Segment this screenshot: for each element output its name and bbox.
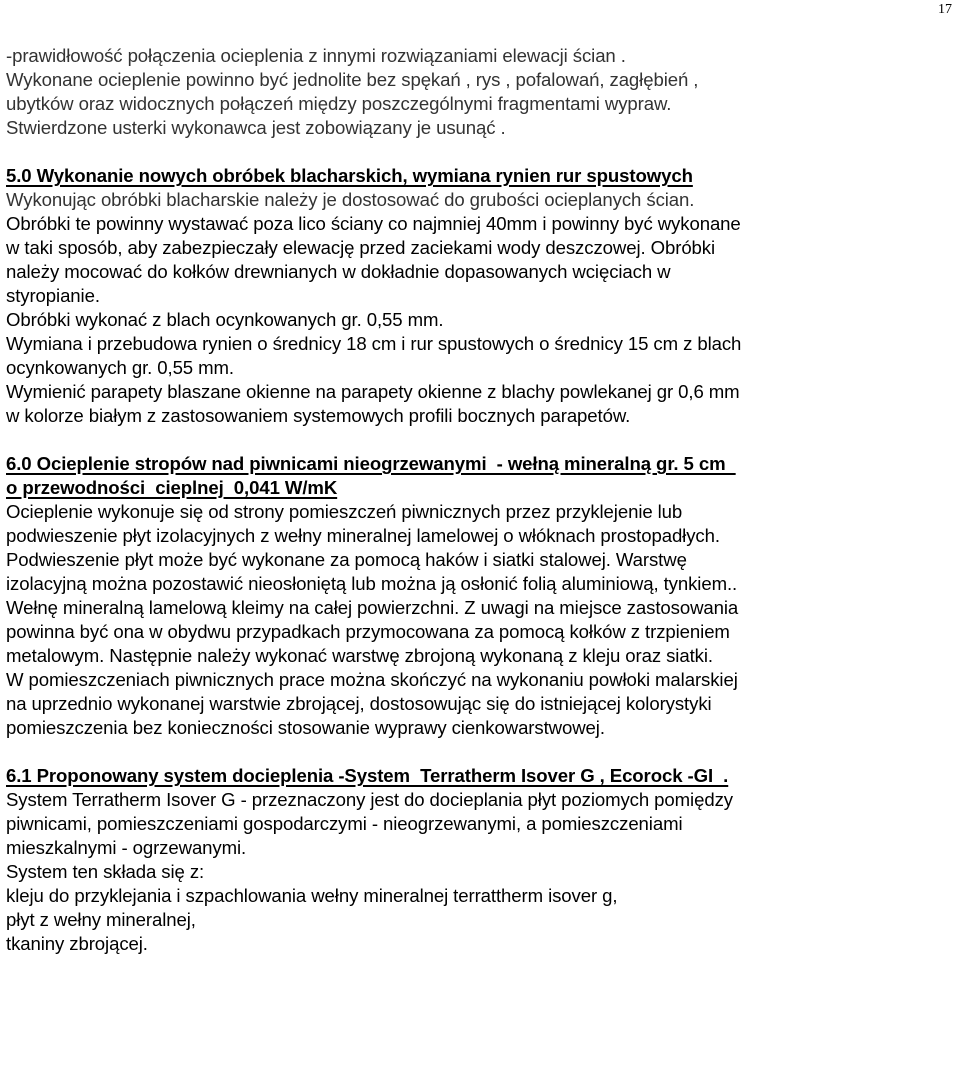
text-line: pomieszczenia bez konieczności stosowanie wyprawy cienkowarstwowej. bbox=[6, 717, 605, 738]
text-line: W pomieszczeniach piwnicznych prace można skończyć na wykonaniu powłoki malarskiej bbox=[6, 669, 738, 690]
spacer bbox=[6, 740, 956, 764]
text-line: Wymiana i przebudowa rynien o średnicy 18 cm i rur spustowych o średnicy 15 cm z blach bbox=[6, 333, 742, 354]
spacer bbox=[6, 428, 956, 452]
text-line: ocynkowanych gr. 0,55 mm. bbox=[6, 357, 234, 378]
page-number: 17 bbox=[938, 2, 952, 17]
text-line: System Terratherm Isover G - przeznaczony jest do docieplania płyt poziomych pomiędzy bbox=[6, 789, 733, 810]
text-line: powinna być ona w obydwu przypadkach przymocowana za pomocą kołków z trzpieniem bbox=[6, 621, 730, 642]
text-line: w kolorze białym z zastosowaniem systemowych profili bocznych parapetów. bbox=[6, 405, 631, 426]
document-body bbox=[6, 44, 956, 956]
text-line: -prawidłowość połączenia ocieplenia z innymi rozwiązaniami elewacji ścian . bbox=[6, 45, 626, 66]
text-line: w taki sposób, aby zabezpieczały elewację przed zaciekami wody deszczowej. Obróbki bbox=[6, 237, 716, 258]
section-6-1-heading: 6.1 Proponowany system docieplenia -System Terratherm Isover G , Ecorock -GI . bbox=[6, 765, 729, 786]
text-line: Obróbki wykonać z blach ocynkowanych gr. 0,55 mm. bbox=[6, 309, 444, 330]
section-6 bbox=[6, 452, 956, 740]
text-line: Wykonane ocieplenie powinno być jednolite bez spękań , rys , pofalowań, zagłębień , bbox=[6, 69, 699, 90]
section-6-heading-continued: o przewodności cieplnej 0,041 W/mK bbox=[6, 477, 338, 498]
text-line: styropianie. bbox=[6, 285, 100, 306]
section-6-1 bbox=[6, 764, 956, 956]
spacer bbox=[6, 140, 956, 164]
text-line: Wełnę mineralną lamelową kleimy na całej powierzchni. Z uwagi na miejsce zastosowania bbox=[6, 597, 739, 618]
section-6-heading: 6.0 Ocieplenie stropów nad piwnicami nieogrzewanymi - wełną mineralną gr. 5 cm bbox=[6, 453, 736, 474]
text-line: tkaniny zbrojącej. bbox=[6, 933, 148, 954]
text-line: System ten składa się z: bbox=[6, 861, 205, 882]
text-line: piwnicami, pomieszczeniami gospodarczymi - nieogrzewanymi, a pomieszczeniami bbox=[6, 813, 683, 834]
text-line: kleju do przyklejania i szpachlowania wełny mineralnej terrattherm isover g, bbox=[6, 885, 618, 906]
text-line: podwieszenie płyt izolacyjnych z wełny mineralnej lamelowej o włóknach prostopadłych. bbox=[6, 525, 720, 546]
text-line: izolacyjną można pozostawić nieosłoniętą lub można ją osłonić folią aluminiową, tynkiem.. bbox=[6, 573, 738, 594]
text-line: Obróbki te powinny wystawać poza lico ściany co najmniej 40mm i powinny być wykonane bbox=[6, 213, 741, 234]
text-line: należy mocować do kołków drewnianych w dokładnie dopasowanych wcięciach w bbox=[6, 261, 671, 282]
text-line: płyt z wełny mineralnej, bbox=[6, 909, 196, 930]
text-line: Podwieszenie płyt może być wykonane za pomocą haków i siatki stalowej. Warstwę bbox=[6, 549, 687, 570]
text-line: na uprzednio wykonanej warstwie zbrojącej, dostosowując się do istniejącej kolorystyki bbox=[6, 693, 712, 714]
text-line: Stwierdzone usterki wykonawca jest zobowiązany je usunąć . bbox=[6, 117, 506, 138]
section-5-heading: 5.0 Wykonanie nowych obróbek blacharskich, wymiana rynien rur spustowych bbox=[6, 165, 693, 186]
text-line: Wymienić parapety blaszane okienne na parapety okienne z blachy powlekanej gr 0,6 mm bbox=[6, 381, 740, 402]
text-line: Ocieplenie wykonuje się od strony pomieszczeń piwnicznych przez przyklejenie lub bbox=[6, 501, 683, 522]
text-line: metalowym. Następnie należy wykonać warstwę zbrojoną wykonaną z kleju oraz siatki. bbox=[6, 645, 713, 666]
text-line: ubytków oraz widocznych połączeń między poszczególnymi fragmentami wypraw. bbox=[6, 93, 672, 114]
intro-paragraph bbox=[6, 44, 956, 140]
text-line: Wykonując obróbki blacharskie należy je dostosować do grubości ocieplanych ścian. bbox=[6, 189, 695, 210]
text-line: mieszkalnymi - ogrzewanymi. bbox=[6, 837, 247, 858]
section-5 bbox=[6, 164, 956, 428]
